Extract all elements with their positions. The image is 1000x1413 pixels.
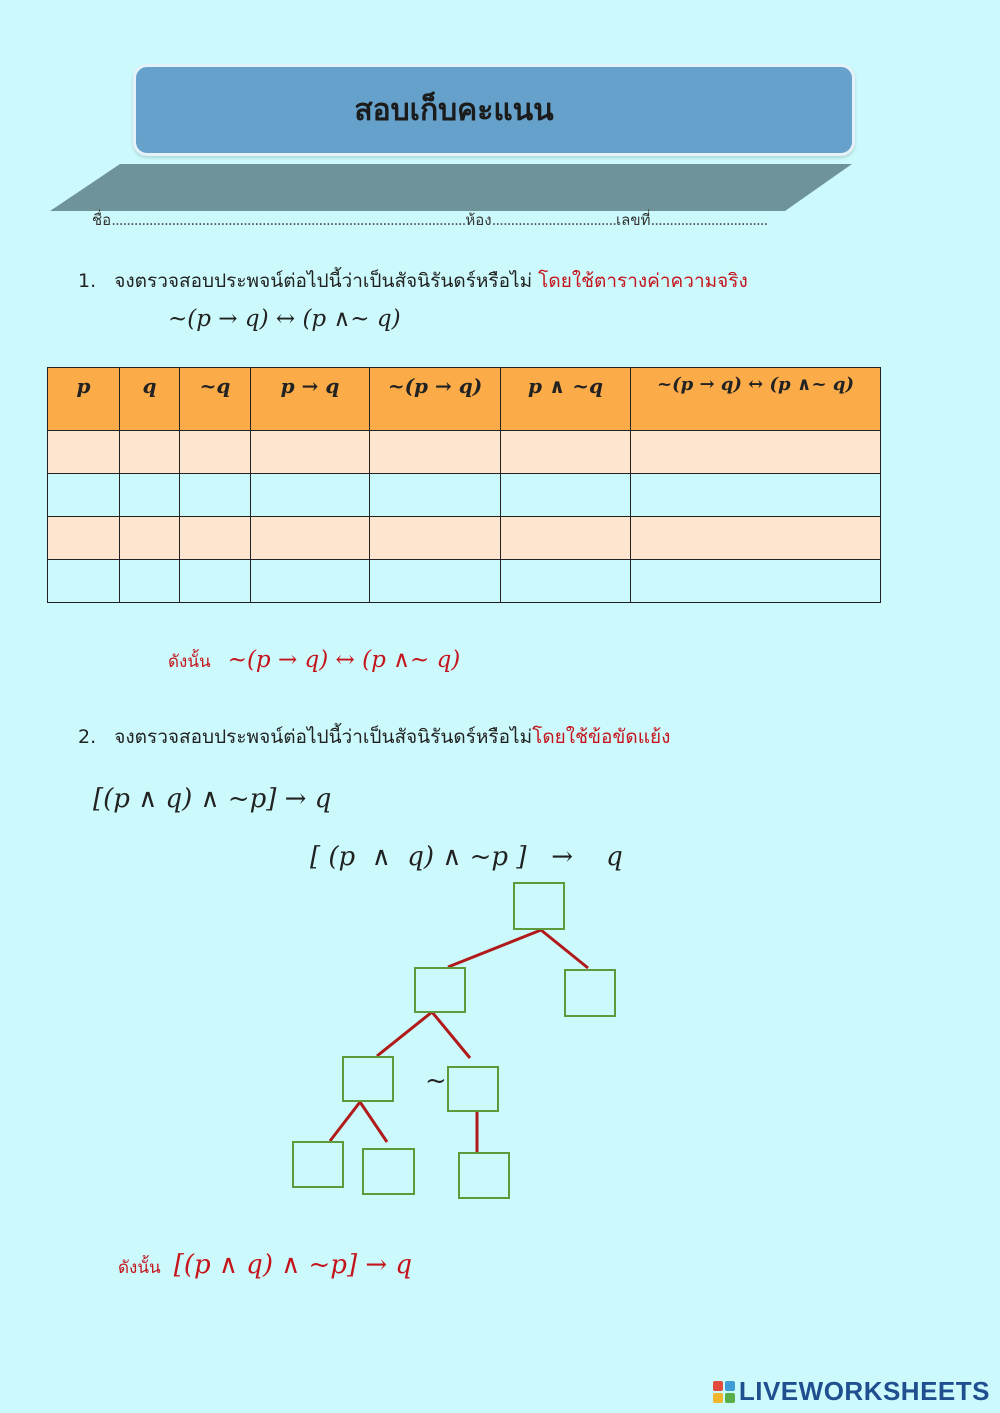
tree-box-and[interactable]	[342, 1056, 394, 1102]
q1-method: โดยใช้ตารางค่าความจริง	[538, 270, 748, 292]
q2-formula: [(p ∧ q) ∧ ~p] → q	[93, 784, 332, 814]
col-header-q: q	[120, 368, 180, 431]
number-field[interactable]: ...............................	[650, 211, 768, 229]
col-header-not-p-implies-q: ~(p → q)	[370, 368, 501, 431]
col-header-p: p	[48, 368, 120, 431]
q1-number: 1.	[78, 270, 97, 292]
logo-mark-icon	[713, 1381, 735, 1403]
col-header-p-implies-q: p → q	[251, 368, 370, 431]
name-field[interactable]: ..............................................................................................	[111, 211, 466, 229]
q2-tree-formula: [ (p ∧ q) ∧ ~p ] → q	[310, 842, 623, 872]
tree-box-not-p[interactable]	[447, 1066, 499, 1112]
tree-box-q[interactable]	[362, 1148, 415, 1195]
tree-box-left[interactable]	[414, 967, 466, 1013]
q1-conclusion-label: ดังนั้น	[168, 652, 211, 672]
col-header-p-and-not-q: p ∧ ~q	[501, 368, 631, 431]
q1-formula: ~(p → q) ↔ (p ∧~ q)	[168, 306, 401, 332]
tree-box-right[interactable]	[564, 969, 616, 1017]
tree-box-p-leaf[interactable]	[458, 1152, 510, 1199]
name-label: ชื่อ	[92, 211, 112, 229]
tree-box-root[interactable]	[513, 882, 565, 930]
room-label: ห้อง	[465, 211, 492, 229]
q1-prompt-text: จงตรวจสอบประพจน์ต่อไปนี้ว่าเป็นสัจนิรันดร์หรือไม่	[114, 270, 533, 292]
logo-text: LIVEWORKSHEETS	[738, 1376, 990, 1406]
q2-conclusion-label: ดังนั้น	[118, 1258, 161, 1278]
liveworksheets-logo	[713, 1376, 990, 1407]
q2-prompt-text: จงตรวจสอบประพจน์ต่อไปนี้ว่าเป็นสัจนิรันดร์หรือไม่	[114, 726, 533, 748]
room-field[interactable]: .................................	[491, 211, 616, 229]
q2-method: โดยใช้ข้อขัดแย้ง	[532, 726, 671, 748]
q2-conclusion	[118, 1250, 412, 1281]
q2-number: 2.	[78, 726, 97, 748]
q1-conclusion-formula: ~(p → q) ↔ (p ∧~ q)	[227, 647, 461, 673]
col-header-biconditional: ~(p → q) ↔ (p ∧~ q)	[631, 368, 881, 431]
tree-tilde: ~	[425, 1066, 447, 1096]
q2-conclusion-formula: [(p ∧ q) ∧ ~p] → q	[173, 1250, 413, 1280]
col-header-not-q: ~q	[180, 368, 251, 431]
page-title: สอบเก็บคะแนน	[354, 92, 554, 128]
number-label: เลขที่	[616, 211, 651, 229]
tree-box-p[interactable]	[292, 1141, 344, 1188]
